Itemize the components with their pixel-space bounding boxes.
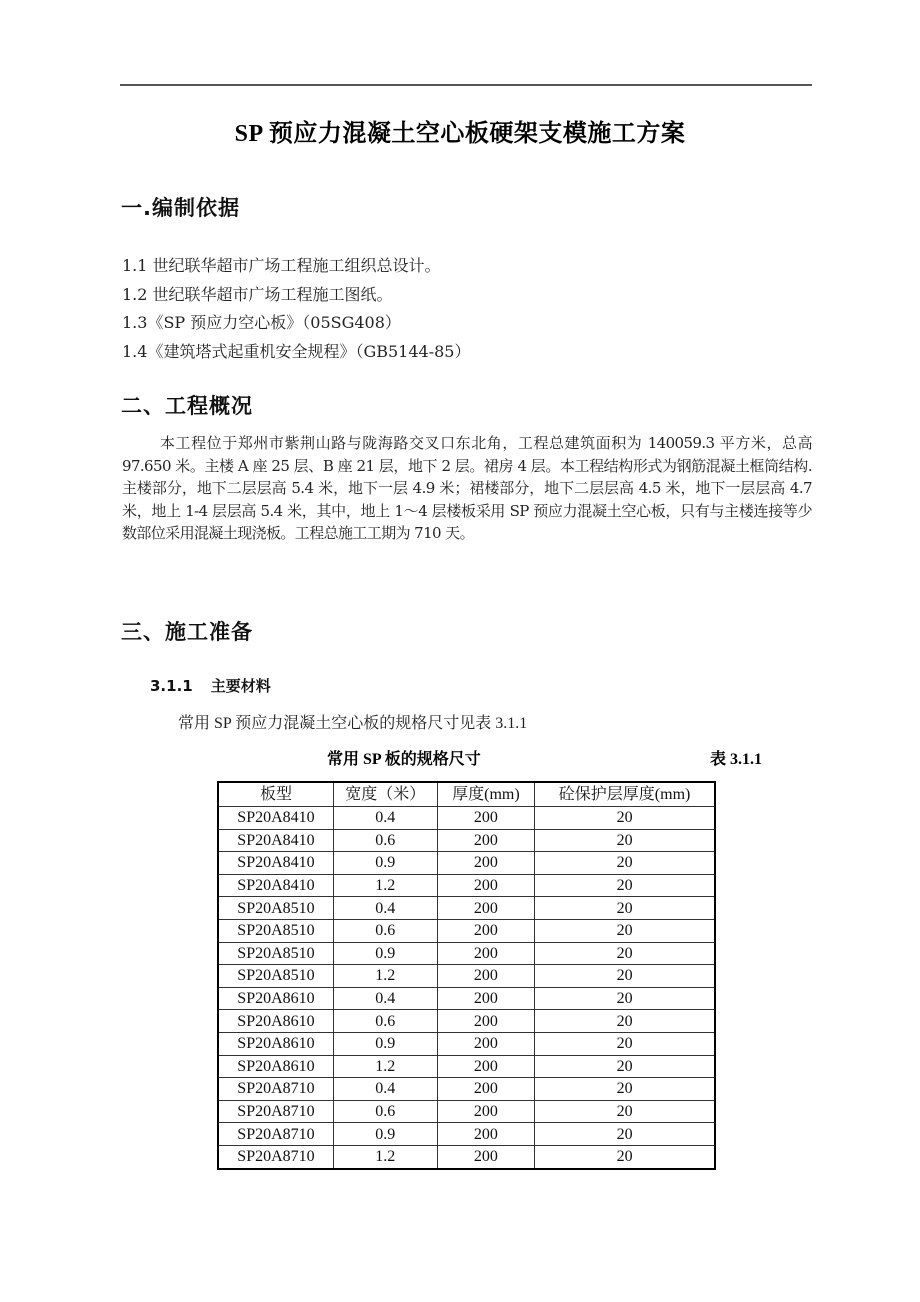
table-header-row <box>218 782 715 807</box>
table-row <box>218 919 715 942</box>
header-rule <box>120 84 812 86</box>
cell-cover-thickness: 20 <box>535 1010 715 1033</box>
cell-cover-thickness: 20 <box>535 919 715 942</box>
table-row <box>218 987 715 1010</box>
cell-width: 0.6 <box>333 919 437 942</box>
project-overview-paragraph: 本工程位于郑州市紫荆山路与陇海路交叉口东北角，工程总建筑面积为 140059.3 平方米，总高 97.650 米。主楼 A 座 25 层、B 座 21 层，地下 2 层。裙房 4 层。本工程结构形式为钢筋混凝土框筒结构.主楼部分，地下二层层高 5.4 米，地下一层 4.9 米；裙楼部分，地下二层层高 4.5 米，地下一层层高 4.7 米，地上 1-4 层层高 5.4 米，其中，地上 1～4 层楼板采用 SP 预应力混凝土空心板，只有与主楼连接等少数部位采用混凝土现浇板。工程总施工工期为 710 天。 <box>122 434 812 542</box>
cell-slab-type: SP20A8410 <box>218 807 333 830</box>
cell-thickness: 200 <box>437 1123 535 1146</box>
cell-slab-type: SP20A8710 <box>218 1100 333 1123</box>
cell-slab-type: SP20A8610 <box>218 987 333 1010</box>
cell-cover-thickness: 20 <box>535 1123 715 1146</box>
cell-slab-type: SP20A8510 <box>218 919 333 942</box>
cell-thickness: 200 <box>437 1055 535 1078</box>
list-item: 1.1 世纪联华超市广场工程施工组织总设计。 <box>122 256 441 275</box>
cell-width: 0.6 <box>333 829 437 852</box>
list-item: 1.3《SP 预应力空心板》（05SG408） <box>122 313 401 332</box>
cell-thickness: 200 <box>437 1100 535 1123</box>
column-header: 砼保护层厚度(mm) <box>535 782 715 807</box>
cell-width: 0.6 <box>333 1010 437 1033</box>
cell-width: 0.9 <box>333 852 437 875</box>
table-row <box>218 852 715 875</box>
cell-thickness: 200 <box>437 1145 535 1168</box>
cell-cover-thickness: 20 <box>535 807 715 830</box>
table-number: 表 3.1.1 <box>710 751 763 768</box>
cell-slab-type: SP20A8510 <box>218 897 333 920</box>
column-header: 厚度(mm) <box>437 782 535 807</box>
cell-slab-type: SP20A8410 <box>218 852 333 875</box>
cell-thickness: 200 <box>437 965 535 988</box>
basis-list <box>122 252 470 366</box>
cell-thickness: 200 <box>437 1010 535 1033</box>
cell-width: 1.2 <box>333 965 437 988</box>
subsection-heading <box>150 675 271 696</box>
cell-cover-thickness: 20 <box>535 897 715 920</box>
cell-width: 0.4 <box>333 1078 437 1101</box>
table-row <box>218 1032 715 1055</box>
cell-thickness: 200 <box>437 874 535 897</box>
cell-width: 0.9 <box>333 1123 437 1146</box>
cell-thickness: 200 <box>437 942 535 965</box>
cell-slab-type: SP20A8710 <box>218 1145 333 1168</box>
cell-slab-type: SP20A8410 <box>218 874 333 897</box>
cell-width: 0.4 <box>333 987 437 1010</box>
table-row <box>218 1055 715 1078</box>
table-row <box>218 807 715 830</box>
cell-width: 0.4 <box>333 897 437 920</box>
cell-width: 1.2 <box>333 874 437 897</box>
cell-cover-thickness: 20 <box>535 942 715 965</box>
cell-cover-thickness: 20 <box>535 874 715 897</box>
cell-cover-thickness: 20 <box>535 829 715 852</box>
table-body <box>218 807 715 1169</box>
cell-thickness: 200 <box>437 1078 535 1101</box>
cell-thickness: 200 <box>437 807 535 830</box>
table-caption: 常用 SP 板的规格尺寸 <box>327 751 481 768</box>
cell-slab-type: SP20A8610 <box>218 1055 333 1078</box>
cell-width: 1.2 <box>333 1145 437 1168</box>
cell-cover-thickness: 20 <box>535 987 715 1010</box>
cell-width: 0.4 <box>333 807 437 830</box>
section-heading-preparation: 三、施工准备 <box>121 620 253 644</box>
cell-cover-thickness: 20 <box>535 852 715 875</box>
subsection-title: 主要材料 <box>210 677 271 695</box>
subsection-number: 3.1.1 <box>150 677 193 695</box>
column-header: 板型 <box>218 782 333 807</box>
table-intro-text: 常用 SP 预应力混凝土空心板的规格尺寸见表 3.1.1 <box>178 715 528 732</box>
cell-thickness: 200 <box>437 897 535 920</box>
cell-cover-thickness: 20 <box>535 1100 715 1123</box>
cell-thickness: 200 <box>437 987 535 1010</box>
table-row <box>218 965 715 988</box>
table-row <box>218 1010 715 1033</box>
cell-slab-type: SP20A8610 <box>218 1010 333 1033</box>
section-heading-basis: 一.编制依据 <box>121 196 240 220</box>
cell-width: 0.9 <box>333 942 437 965</box>
cell-thickness: 200 <box>437 919 535 942</box>
table-row <box>218 874 715 897</box>
cell-cover-thickness: 20 <box>535 1145 715 1168</box>
cell-slab-type: SP20A8410 <box>218 829 333 852</box>
cell-cover-thickness: 20 <box>535 1078 715 1101</box>
cell-cover-thickness: 20 <box>535 1055 715 1078</box>
cell-slab-type: SP20A8510 <box>218 965 333 988</box>
table-row <box>218 1123 715 1146</box>
sp-slab-spec-table <box>217 781 716 1170</box>
cell-width: 0.9 <box>333 1032 437 1055</box>
cell-thickness: 200 <box>437 852 535 875</box>
cell-slab-type: SP20A8710 <box>218 1123 333 1146</box>
cell-slab-type: SP20A8610 <box>218 1032 333 1055</box>
cell-width: 1.2 <box>333 1055 437 1078</box>
cell-thickness: 200 <box>437 829 535 852</box>
column-header: 宽度（米） <box>333 782 437 807</box>
document-title: SP 预应力混凝土空心板硬架支模施工方案 <box>234 121 686 147</box>
list-item: 1.2 世纪联华超市广场工程施工图纸。 <box>122 284 393 304</box>
cell-slab-type: SP20A8710 <box>218 1078 333 1101</box>
table-row <box>218 942 715 965</box>
table-row <box>218 1100 715 1123</box>
cell-cover-thickness: 20 <box>535 965 715 988</box>
cell-width: 0.6 <box>333 1100 437 1123</box>
cell-slab-type: SP20A8510 <box>218 942 333 965</box>
table-row <box>218 829 715 852</box>
table-row <box>218 1145 715 1168</box>
table-row <box>218 897 715 920</box>
section-heading-overview: 二、工程概况 <box>121 394 253 418</box>
cell-thickness: 200 <box>437 1032 535 1055</box>
table-row <box>218 1078 715 1101</box>
list-item: 1.4《建筑塔式起重机安全规程》（GB5144-85） <box>122 341 471 361</box>
cell-cover-thickness: 20 <box>535 1032 715 1055</box>
